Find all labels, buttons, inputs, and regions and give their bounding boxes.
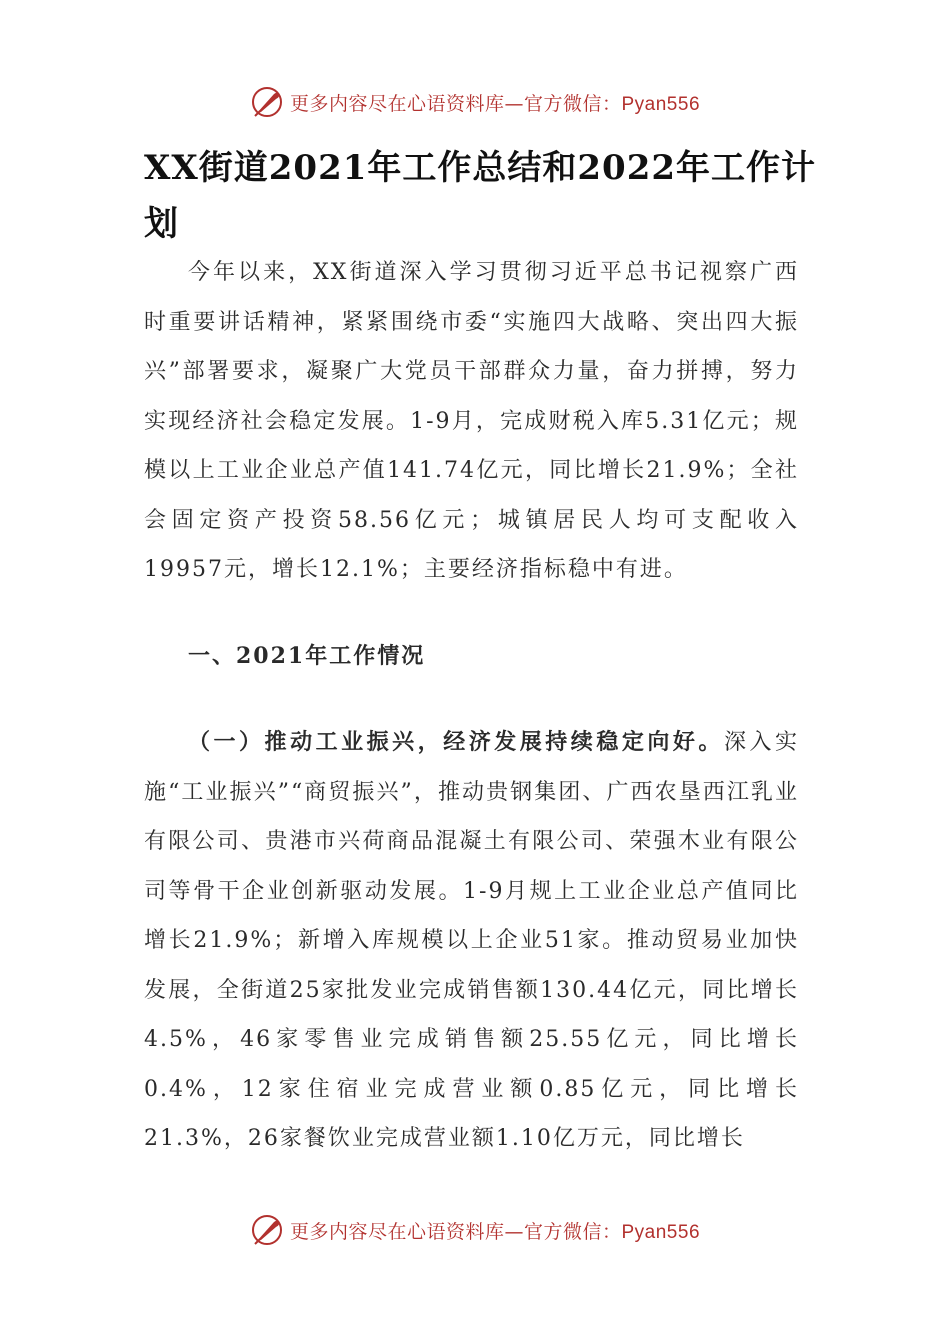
subsection-heading: （一）推动工业振兴，经济发展持续稳定向好。 [188,729,724,755]
subsection-paragraph [144,718,799,1164]
intro-paragraph: 今年以来，XX街道深入学习贯彻习近平总书记视察广西时重要讲话精神，紧紧围绕市委“实施四大战略、突出四大振兴”部署要求，凝聚广大党员干部群众力量，奋力拼搏，努力实现经济社会稳定发展。1-9月，完成财税入库5.31亿元；规模以上工业企业总产值141.74亿元，同比增长21.9%；全社会固定资产投资58.56亿元；城镇居民人均可支配收入19957元，增长12.1%；主要经济指标稳中有进。 [144,260,799,582]
quill-pen-logo-icon [250,85,284,119]
subsection-body: 深入实施“工业振兴”“商贸振兴”，推动贵钢集团、广西农垦西江乳业有限公司、贵港市兴荷商品混凝土有限公司、荣强木业有限公司等骨干企业创新驱动发展。1-9月规上工业企业总产值同比增长21.9%；新增入库规模以上企业51家。推动贸易业加快发展，全街道25家批发业完成销售额130.44亿元，同比增长4.5%，46家零售业完成销售额25.55亿元，同比增长0.4%，12家住宿业完成营业额0.85亿元，同比增长21.3%，26家餐饮业完成营业额1.10亿万元，同比增长 [144,730,799,1151]
quill-pen-logo-icon [250,1213,284,1247]
footer-watermark [0,1210,950,1250]
header-watermark [0,82,950,122]
section-heading: 一、2021年工作情况 [188,642,426,669]
watermark-wechat-id: Pyan556 [621,1221,701,1243]
watermark-wechat-id: Pyan556 [621,93,701,115]
watermark-text: 更多内容尽在心语资料库—官方微信： [289,92,622,115]
watermark-text: 更多内容尽在心语资料库—官方微信： [289,1220,622,1243]
document-title: XX街道2021年工作总结和2022年工作计划 [144,148,817,244]
document-body [144,248,799,1164]
